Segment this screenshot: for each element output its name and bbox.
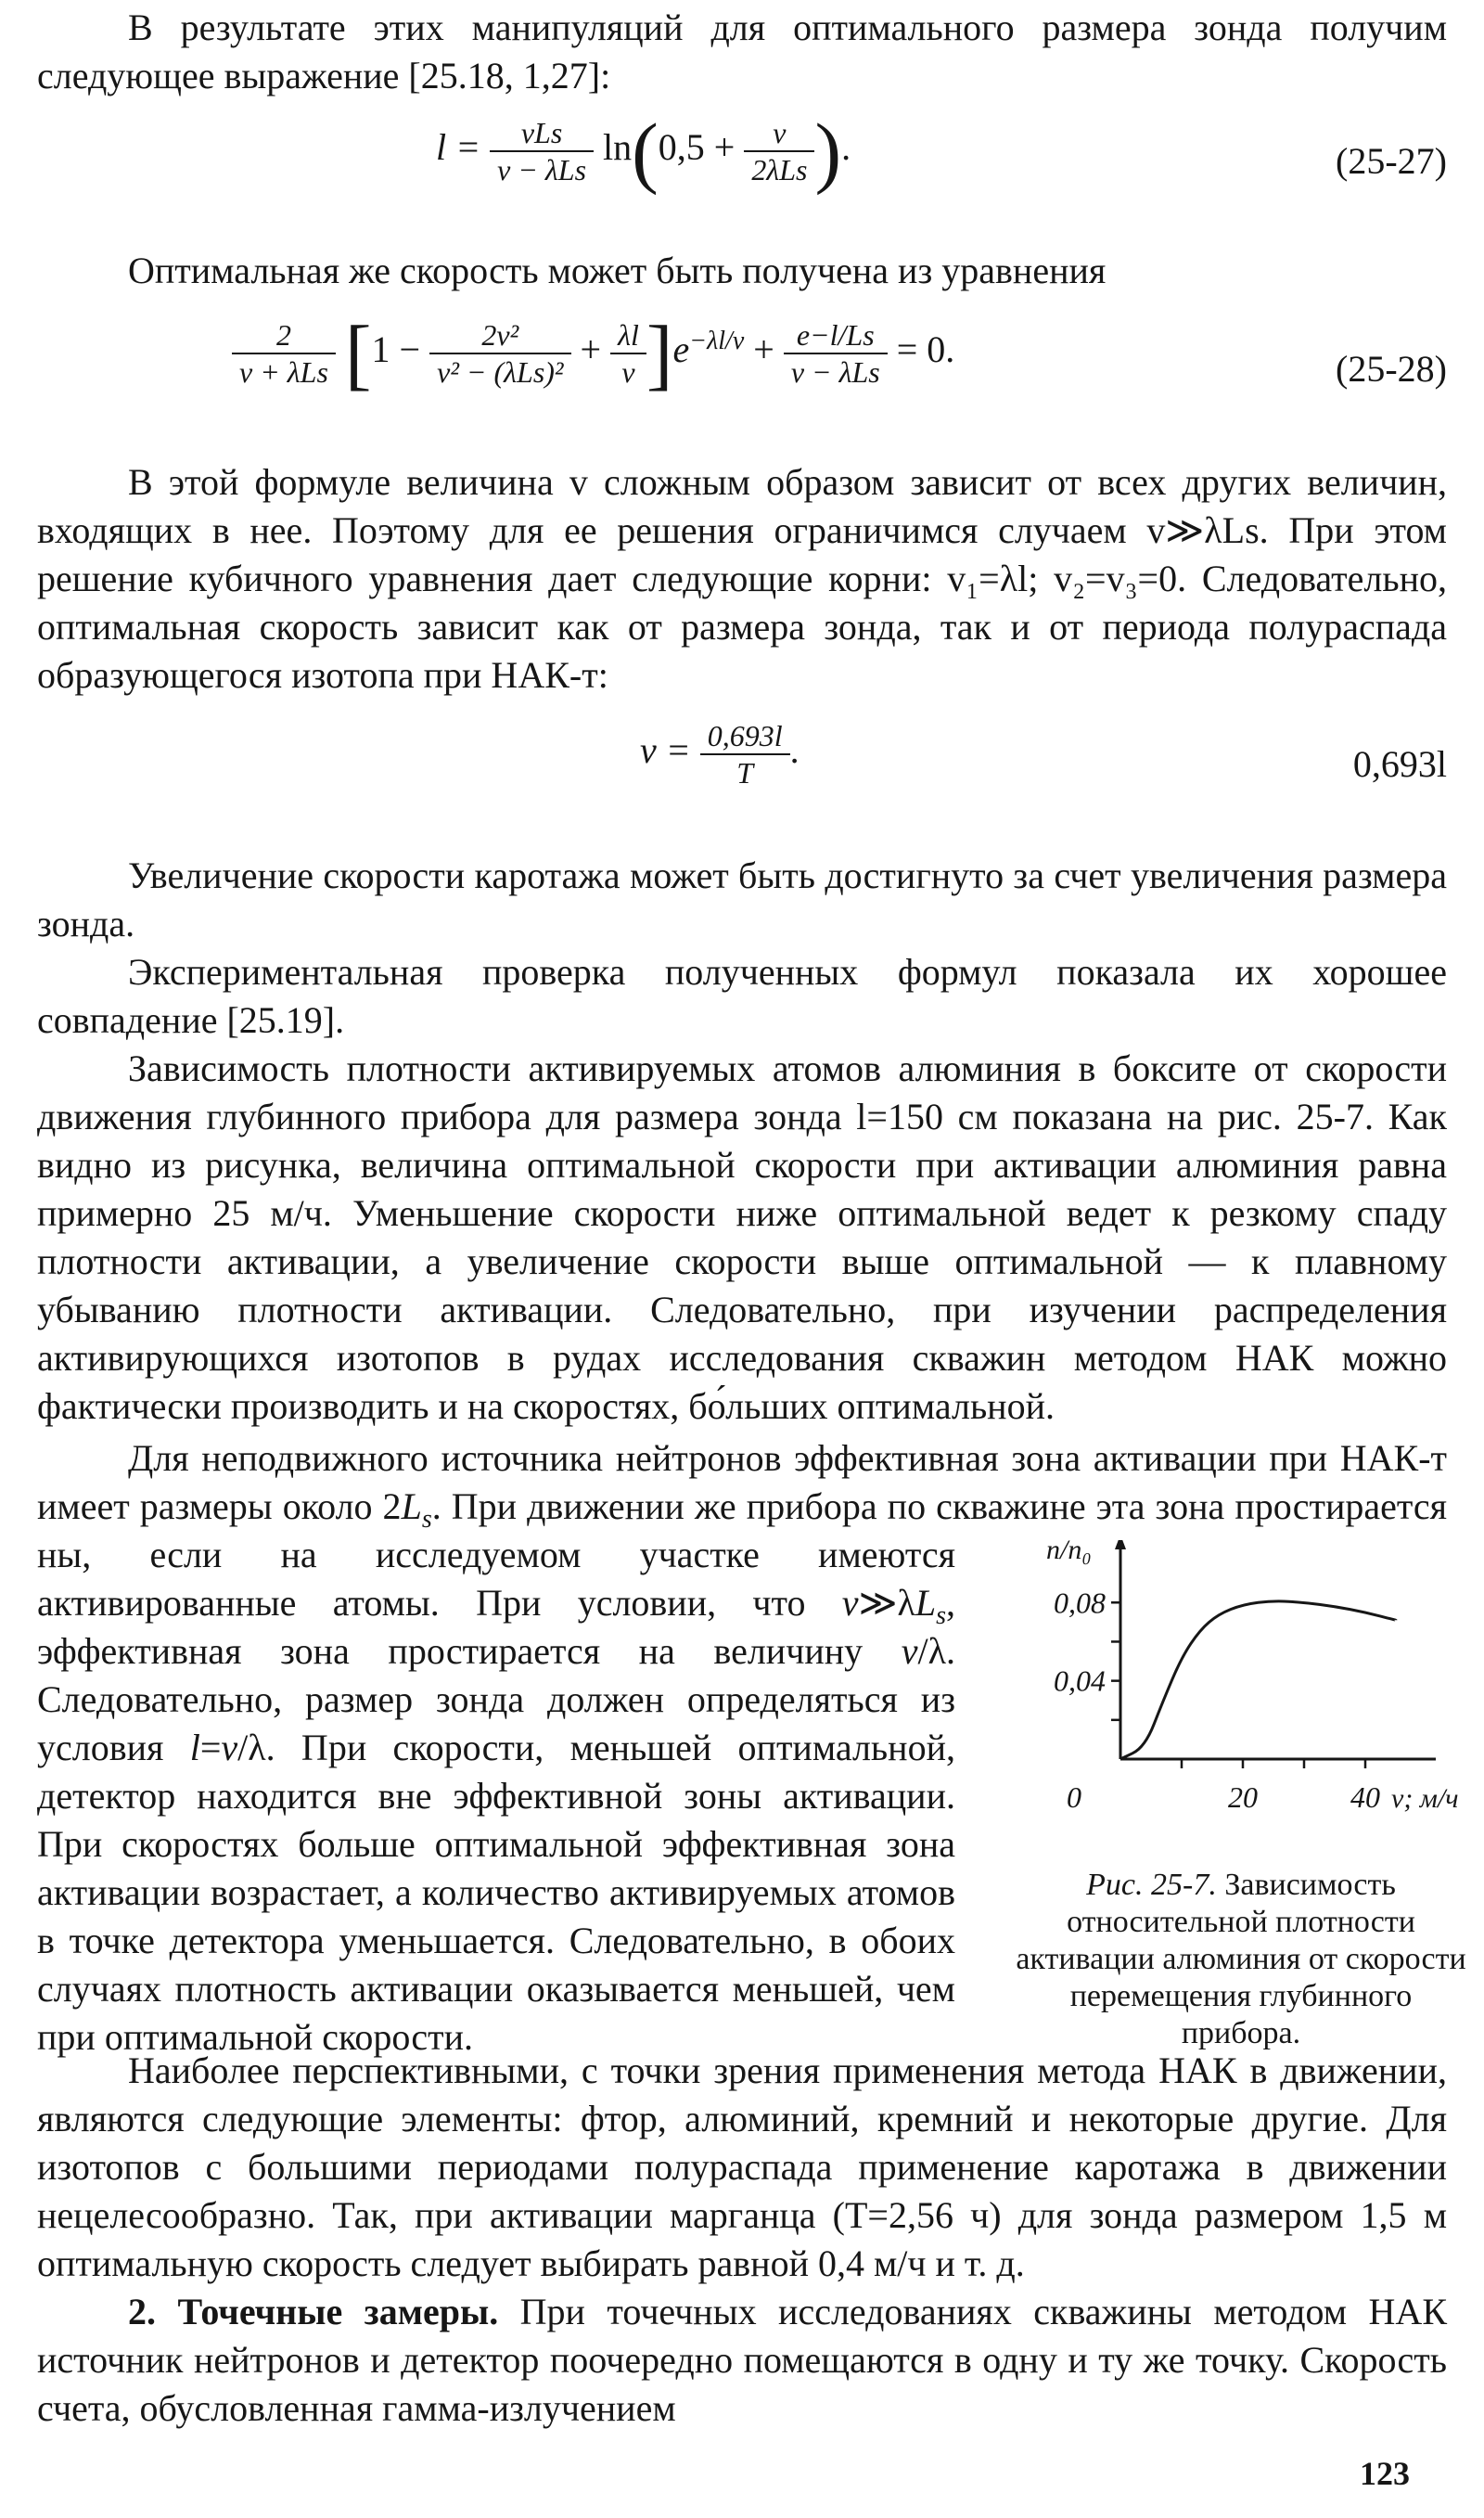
equation-25-28: $\frac{2}{\text{v + λLs}}$ [1 − $\frac{\text{2v²}}{\text{v² − (λLs)²}}$ + $\frac{\lambda l}{v}$ ]$e^{-\lambda l/v}$ + $\frac{e-l/Ls}{\text{v − λLs}}$ = 0. (25-28) bbox=[37, 306, 1447, 427]
x-axis-label: v; м/ч bbox=[1391, 1783, 1459, 1814]
equation-number-25-29: 0,693l bbox=[1352, 743, 1447, 785]
equation-number-25-28: (25-28) bbox=[1336, 348, 1447, 390]
eq29-lhs: v = bbox=[640, 729, 691, 772]
eq28-one: 1 − bbox=[371, 328, 421, 371]
paragraph-cubic-solution: В этой формуле величина v сложным образом зависит от всех других величин, входящих в нее. Поэтому для ее решения ограничимся случаем v≫λLs. При этом решение кубичного уравнения дает следующие корни: v₁=λl; v₂=v₃=0. Следовательно, оптимальная скорость зависит как от размера зонда, так и от периода полураспада образующегося изотопа при НАК-т: bbox=[37, 461, 1447, 696]
equation-number-25-27: (25-27) bbox=[1336, 140, 1447, 182]
eq28-frac-b bbox=[429, 317, 570, 390]
caption-id: Рис. 25-7. bbox=[1086, 1868, 1217, 1902]
x-tick-label: 40 bbox=[1350, 1780, 1380, 1814]
eq28-c-num: λl bbox=[610, 317, 646, 354]
paragraph-experimental-check: Экспериментальная проверка полученных формул показала их хорошее совпадение [25.19]. bbox=[37, 951, 1447, 1041]
y-axis-label: n/n₀ bbox=[1046, 1540, 1092, 1565]
eq27-inner: 0,5 + bbox=[658, 126, 736, 169]
equation-25-29: v = $\frac{0,693l}{T}$ . 0,693l bbox=[640, 719, 1447, 790]
y-axis-arrow bbox=[1115, 1540, 1126, 1549]
paragraph-intro: В результате этих манипуляций для оптимального размера зонда получим следующее выражение [25.18, 1,27]: bbox=[37, 6, 1447, 96]
eq27-frac-num: vLs bbox=[490, 115, 594, 152]
eq27-lhs: l = bbox=[436, 126, 481, 169]
paragraph-optimal-speed: Оптимальная же скорость может быть получена из уравнения bbox=[128, 250, 1107, 291]
page bbox=[37, 0, 1466, 2518]
eq28-frac-d bbox=[784, 317, 888, 390]
eq28-a-num: 2 bbox=[232, 317, 336, 354]
figure-25-7-chart bbox=[1009, 1540, 1484, 1846]
eq27-frac-den: v − λLs bbox=[497, 153, 587, 186]
page-number: 123 bbox=[1360, 2455, 1410, 2492]
eq29-num: 0,693l bbox=[700, 718, 790, 755]
paragraph-aluminium-density: Зависимость плотности активируемых атомов алюминия в боксите от скорости движения глубинного прибора для размера зонда l=150 см показана на рис. 25-7. Как видно из рисунка, величина оптимальной скорости при активации алюминия равна примерно 25 м/ч. Уменьшение скорости ниже оптимальной ведет к резкому спаду плотности активации, а увеличение скорости выше оптимальной — к плавному убыванию плотности активации. Следовательно, при изучении распределения активирующихся изотопов в рудах исследования скважин методом НАК можно фактически производить и на скоростях, бо́льших оптимальной. bbox=[37, 1047, 1447, 1427]
y-tick-label: 0,04 bbox=[1054, 1664, 1106, 1698]
eq27-ln: ln bbox=[603, 126, 633, 169]
series-line bbox=[1120, 1601, 1396, 1759]
eq27-inner-den: 2λLs bbox=[751, 153, 808, 186]
paragraph-point-measurements bbox=[37, 2288, 1447, 2433]
figure-caption bbox=[1009, 1867, 1473, 2052]
caption-text: Зависимость относительной плотности активации алюминия от скорости перемещения глубинного прибора. bbox=[1016, 1868, 1466, 2050]
paragraph-effective-zone: ны, если на исследуемом участке имеются активированные атомы. При условии, что $v≫\lambda L_s$, эффективная зона простирается на величину v/λ. Следовательно, размер зонда должен определяться из условия l=v/λ. При скорости, меньшей оптимальной, детектор находится вне эффективной зоны активации. При скоростях больше оптимальной эффективная зона активации возрастает, а количество активируемых атомов в точке детектора уменьшается. Следовательно, в обоих случаях плотность активации оказывается меньшей, чем при оптимальной скорости. bbox=[37, 1534, 955, 2058]
eq27-inner-fraction bbox=[744, 115, 814, 187]
paragraph-point-text: При точечных исследованиях скважины методом НАК источник нейтронов и детектор поочередно помещаются в одну и ту же точку. Скорость счета, обусловленная гамма-излучением bbox=[37, 2291, 1448, 2429]
x-tick-label: 0 bbox=[1067, 1780, 1081, 1814]
eq28-d-den: v − λLs bbox=[790, 355, 880, 389]
y-tick-label: 0,08 bbox=[1054, 1586, 1106, 1620]
eq28-b-den: v² − (λLs)² bbox=[437, 355, 564, 389]
paragraph-effective-zone-top: Для неподвижного источника нейтронов эффективная зона активации при НАК-т имеет размеры около $2L_s$. При движении же прибора по скважине эта зона простирается bbox=[37, 1437, 1447, 1531]
eq28-exp-sup: −λl/v bbox=[689, 326, 745, 355]
equation-25-27: l = $\frac{\text{vLs}}{\text{v − λLs}}$ ln(0,5 + $\frac{v}{\text{2λLs}}$ ). (25-27) bbox=[436, 107, 1447, 196]
eq29-den: T bbox=[736, 756, 754, 790]
paragraph-perspective-elements: Наиболее перспективными, с точки зрения применения метода НАК в движении, являются следующие элементы: фтор, алюминий, кремний и некоторые другие. Для изотопов с большими периодами полураспада применение каротажа в движении нецелесообразно. Так, при активации марганца (T=2,56 ч) для зонда размером 1,5 м оптимальную скорость следует выбирать равной 0,4 м/ч и т. д. bbox=[37, 2049, 1447, 2284]
eq28-plus: + bbox=[580, 328, 602, 371]
eq28-exp: e bbox=[672, 328, 690, 371]
paragraph-logging-speed: Увеличение скорости каротажа может быть достигнуто за счет увеличения размера зонда. bbox=[37, 854, 1447, 944]
eq28-frac-a bbox=[232, 317, 336, 390]
x-tick-label: 20 bbox=[1228, 1780, 1258, 1814]
eq28-a-den: v + λLs bbox=[239, 355, 328, 389]
eq28-frac-c bbox=[610, 317, 646, 390]
eq27-inner-num: v bbox=[744, 115, 814, 152]
eq28-end: = 0. bbox=[896, 328, 955, 371]
eq28-c-den: v bbox=[621, 355, 635, 389]
eq27-fraction bbox=[490, 115, 594, 187]
eq28-b-num: 2v² bbox=[429, 317, 570, 354]
section-heading: 2. Точечные замеры. bbox=[128, 2291, 499, 2332]
eq28-d-num: e−l/Ls bbox=[784, 317, 888, 354]
eq29-fraction bbox=[700, 718, 790, 790]
